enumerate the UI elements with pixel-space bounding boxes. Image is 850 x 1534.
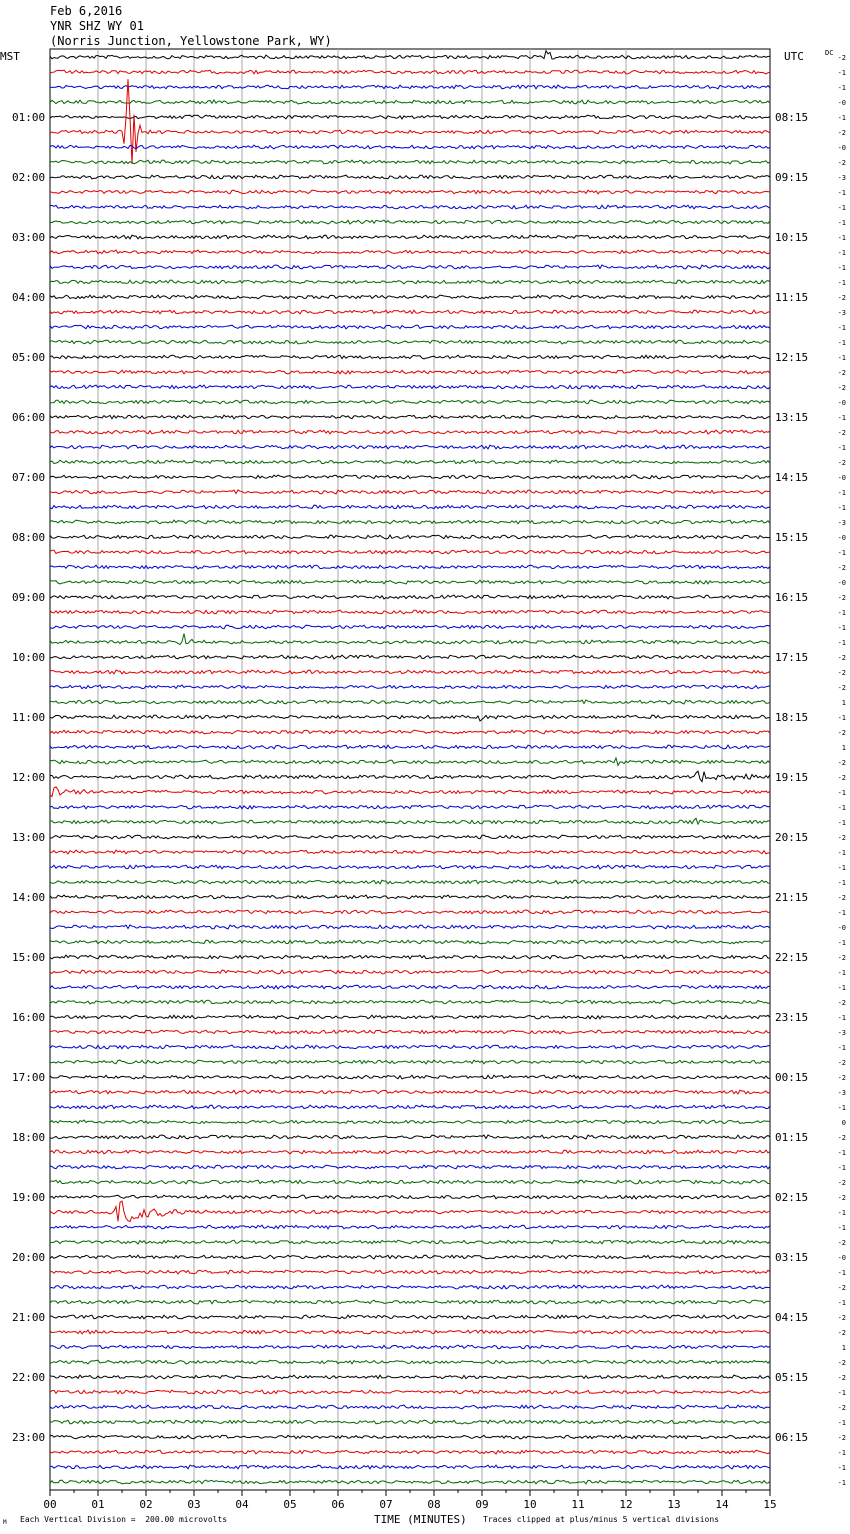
footer-mark: M [3, 1519, 7, 1526]
trace-65 [50, 1030, 770, 1034]
dc-offset-label: -2 [837, 1314, 846, 1322]
trace-18 [50, 325, 770, 329]
trace-92 [50, 1435, 770, 1439]
dc-offset-label: -2 [837, 54, 846, 62]
left-hour-label: 01:00 [12, 111, 46, 124]
dc-offset-label: -3 [837, 1089, 846, 1097]
dc-offset-label: -1 [837, 1104, 846, 1112]
trace-70 [50, 1105, 770, 1109]
left-hour-label: 02:00 [12, 171, 46, 184]
trace-56 [50, 895, 770, 899]
left-hour-label: 06:00 [12, 411, 46, 424]
trace-7 [50, 160, 770, 164]
right-hour-label: 18:15 [775, 711, 809, 724]
trace-66 [50, 1045, 770, 1049]
right-hour-label: 22:15 [775, 951, 809, 964]
trace-51 [50, 818, 770, 824]
header-station: YNR SHZ WY 01 [50, 19, 144, 33]
dc-offset-label: -1 [837, 1389, 846, 1397]
trace-93 [50, 1450, 770, 1454]
dc-offset-label: -1 [837, 414, 846, 422]
trace-40 [50, 655, 770, 659]
dc-offset-label: -1 [837, 984, 846, 992]
trace-64 [50, 1015, 770, 1019]
trace-53 [50, 850, 770, 854]
dc-offset-label: 1 [841, 1344, 846, 1352]
x-tick-label: 11 [571, 1498, 585, 1511]
left-hour-label: 13:00 [12, 831, 46, 844]
dc-offset-label: -2 [837, 1239, 846, 1247]
trace-17 [50, 310, 770, 314]
left-timezone-label: MST [0, 50, 20, 63]
trace-23 [50, 400, 770, 404]
dc-offset-label: -1 [837, 504, 846, 512]
trace-94 [50, 1465, 770, 1469]
dc-offset-label: -1 [837, 249, 846, 257]
dc-offset-label: -1 [837, 1449, 846, 1457]
right-hour-label: 17:15 [775, 651, 809, 664]
trace-25 [50, 430, 770, 434]
trace-58 [50, 925, 770, 929]
dc-offset-label: -3 [837, 309, 846, 317]
dc-offset-label: -2 [837, 1329, 846, 1337]
trace-48 [50, 771, 770, 782]
dc-offset-label: -0 [837, 534, 846, 542]
trace-84 [50, 1315, 770, 1319]
left-hour-label: 20:00 [12, 1251, 46, 1264]
dc-offset-label: -2 [837, 384, 846, 392]
dc-offset-label: -2 [837, 1134, 846, 1142]
trace-9 [50, 190, 770, 194]
x-tick-label: 06 [331, 1498, 345, 1511]
right-hour-label: 06:15 [775, 1431, 809, 1444]
dc-offset-label: -1 [837, 489, 846, 497]
right-hour-label: 13:15 [775, 411, 809, 424]
dc-offset-label: -3 [837, 519, 846, 527]
trace-27 [50, 460, 770, 464]
dc-offset-label: -2 [837, 654, 846, 662]
trace-85 [50, 1330, 770, 1334]
dc-offset-label: -1 [837, 264, 846, 272]
dc-offset-label: -2 [837, 159, 846, 167]
scale-note: Each Vertical Division = 200.00 microvolts [20, 1515, 228, 1524]
dc-offset-label: -0 [837, 924, 846, 932]
trace-41 [50, 670, 770, 674]
dc-offset-label: -1 [837, 1299, 846, 1307]
right-hour-label: 19:15 [775, 771, 809, 784]
dc-offset-label: -1 [837, 1479, 846, 1487]
dc-offset-label: -2 [837, 669, 846, 677]
dc-offset-label: -1 [837, 939, 846, 947]
right-hour-label: 21:15 [775, 891, 809, 904]
trace-77 [50, 1201, 770, 1221]
right-hour-label: 11:15 [775, 291, 809, 304]
dc-offset-label: -2 [837, 1359, 846, 1367]
dc-offset-label: -1 [837, 1464, 846, 1472]
left-hour-label: 04:00 [12, 291, 46, 304]
right-hour-label: 08:15 [775, 111, 809, 124]
right-hour-label: 02:15 [775, 1191, 809, 1204]
dc-offset-label: -2 [837, 1074, 846, 1082]
trace-72 [50, 1135, 770, 1139]
x-tick-label: 10 [523, 1498, 537, 1511]
trace-89 [50, 1390, 770, 1394]
trace-5 [50, 79, 770, 164]
trace-82 [50, 1285, 770, 1289]
trace-69 [50, 1090, 770, 1094]
right-hour-label: 03:15 [775, 1251, 809, 1264]
trace-39 [50, 634, 770, 645]
x-tick-label: 05 [283, 1498, 297, 1511]
trace-67 [50, 1060, 770, 1064]
trace-15 [50, 280, 770, 284]
dc-offset-label: -0 [837, 474, 846, 482]
dc-offset-label: -1 [837, 549, 846, 557]
dc-offset-label: -0 [837, 144, 846, 152]
dc-offset-label: -2 [837, 999, 846, 1007]
trace-3 [50, 100, 770, 104]
dc-offset-label: -1 [837, 354, 846, 362]
left-hour-label: 14:00 [12, 891, 46, 904]
right-timezone-label: UTC [784, 50, 804, 63]
trace-1 [50, 70, 770, 74]
trace-86 [50, 1345, 770, 1349]
right-hour-label: 10:15 [775, 231, 809, 244]
trace-68 [50, 1075, 770, 1079]
dc-offset-label: -2 [837, 294, 846, 302]
dc-offset-label: 1 [841, 744, 846, 752]
plot-frame [50, 49, 770, 1490]
trace-61 [50, 970, 770, 974]
right-hour-label: 00:15 [775, 1071, 809, 1084]
trace-63 [50, 1000, 770, 1004]
trace-12 [50, 235, 770, 239]
left-hour-label: 12:00 [12, 771, 46, 784]
trace-59 [50, 940, 770, 944]
trace-71 [50, 1120, 770, 1124]
dc-offset-label: -0 [837, 579, 846, 587]
trace-95 [50, 1480, 770, 1484]
trace-0 [50, 51, 770, 59]
right-hour-label: 04:15 [775, 1311, 809, 1324]
dc-offset-label: -1 [837, 1209, 846, 1217]
trace-55 [50, 880, 770, 884]
dc-offset-label: -3 [837, 1029, 846, 1037]
dc-offset-label: -1 [837, 189, 846, 197]
trace-78 [50, 1225, 770, 1229]
right-hour-label: 23:15 [775, 1011, 809, 1024]
dc-offset-label: -2 [837, 759, 846, 767]
trace-60 [50, 955, 770, 959]
left-hour-label: 23:00 [12, 1431, 46, 1444]
trace-81 [50, 1270, 770, 1274]
dc-offset-label: -1 [837, 279, 846, 287]
dc-offset-label: -0 [837, 99, 846, 107]
trace-8 [50, 175, 770, 179]
dc-offset-label: -1 [837, 819, 846, 827]
dc-offset-label: -2 [837, 1194, 846, 1202]
trace-21 [50, 370, 770, 374]
trace-50 [50, 805, 770, 809]
x-tick-label: 12 [619, 1498, 633, 1511]
trace-57 [50, 910, 770, 914]
dc-offset-label: -2 [837, 129, 846, 137]
dc-offset-label: -1 [837, 324, 846, 332]
left-hour-label: 22:00 [12, 1371, 46, 1384]
dc-offset-label: -2 [837, 369, 846, 377]
x-tick-label: 00 [43, 1498, 57, 1511]
trace-36 [50, 595, 770, 599]
dc-offset-label: -2 [837, 1374, 846, 1382]
trace-88 [50, 1375, 770, 1379]
left-hour-label: 03:00 [12, 231, 46, 244]
trace-73 [50, 1150, 770, 1154]
dc-offset-label: -1 [837, 804, 846, 812]
dc-offset-label: -1 [837, 609, 846, 617]
dc-offset-label: -2 [837, 1059, 846, 1067]
left-hour-label: 18:00 [12, 1131, 46, 1144]
x-tick-label: 01 [91, 1498, 105, 1511]
dc-offset-label: -0 [837, 1254, 846, 1262]
trace-74 [50, 1165, 770, 1169]
dc-offset-label: -1 [837, 879, 846, 887]
dc-offset-label: -1 [837, 624, 846, 632]
trace-62 [50, 985, 770, 989]
right-hour-label: 16:15 [775, 591, 809, 604]
right-hour-label: 01:15 [775, 1131, 809, 1144]
dc-offset-label: -2 [837, 1179, 846, 1187]
trace-26 [50, 445, 770, 449]
dc-offset-label: -2 [837, 834, 846, 842]
trace-37 [50, 610, 770, 614]
left-hour-label: 19:00 [12, 1191, 46, 1204]
dc-offset-label: -1 [837, 339, 846, 347]
x-tick-label: 14 [715, 1498, 729, 1511]
dc-offset-label: 0 [841, 1119, 846, 1127]
x-tick-label: 13 [667, 1498, 681, 1511]
dc-offset-label: -2 [837, 1284, 846, 1292]
right-hour-label: 09:15 [775, 171, 809, 184]
left-hour-label: 08:00 [12, 531, 46, 544]
right-hour-label: 20:15 [775, 831, 809, 844]
trace-35 [50, 580, 770, 584]
trace-75 [50, 1180, 770, 1184]
dc-offset-label: -2 [837, 954, 846, 962]
trace-16 [50, 295, 770, 299]
x-tick-label: 08 [427, 1498, 441, 1511]
dc-offset-label: -2 [837, 684, 846, 692]
dc-offset-label: -2 [837, 774, 846, 782]
left-hour-label: 21:00 [12, 1311, 46, 1324]
trace-44 [50, 715, 770, 721]
dc-offset-label: -1 [837, 444, 846, 452]
trace-6 [50, 145, 770, 149]
right-hour-label: 15:15 [775, 531, 809, 544]
trace-31 [50, 520, 770, 524]
trace-10 [50, 205, 770, 209]
dc-offset-label: -1 [837, 114, 846, 122]
trace-32 [50, 535, 770, 539]
trace-49 [50, 787, 770, 797]
left-hour-label: 07:00 [12, 471, 46, 484]
right-hour-label: 12:15 [775, 351, 809, 364]
trace-22 [50, 385, 770, 389]
dc-offset-label: -0 [837, 399, 846, 407]
x-tick-label: 02 [139, 1498, 153, 1511]
trace-4 [50, 115, 770, 119]
dc-offset-label: -2 [837, 564, 846, 572]
trace-87 [50, 1360, 770, 1364]
trace-13 [50, 250, 770, 254]
left-hour-label: 17:00 [12, 1071, 46, 1084]
left-hour-label: 11:00 [12, 711, 46, 724]
trace-80 [50, 1255, 770, 1259]
dc-offset-label: -1 [837, 1164, 846, 1172]
dc-offset-label: -1 [837, 1224, 846, 1232]
trace-42 [50, 685, 770, 689]
trace-43 [50, 700, 770, 704]
x-tick-label: 04 [235, 1498, 249, 1511]
dc-offset-label: -1 [837, 1149, 846, 1157]
clip-note: Traces clipped at plus/minus 5 vertical divisions [483, 1515, 720, 1524]
trace-20 [50, 355, 770, 359]
dc-offset-label: -1 [837, 1419, 846, 1427]
trace-33 [50, 550, 770, 554]
x-tick-label: 03 [187, 1498, 201, 1511]
dc-offset-label: -3 [837, 174, 846, 182]
dc-offset-label: -2 [837, 429, 846, 437]
dc-offset-label: -1 [837, 714, 846, 722]
trace-30 [50, 505, 770, 509]
dc-offset-label: -1 [837, 1044, 846, 1052]
header-date: Feb 6,2016 [50, 4, 123, 18]
trace-45 [50, 730, 770, 734]
x-tick-label: 07 [379, 1498, 393, 1511]
dc-offset-label: -1 [837, 1014, 846, 1022]
x-tick-label: 09 [475, 1498, 489, 1511]
trace-46 [50, 745, 770, 749]
trace-54 [50, 865, 770, 869]
dc-offset-label: -1 [837, 639, 846, 647]
dc-offset-label: -1 [837, 789, 846, 797]
dc-offset-label: -1 [837, 219, 846, 227]
left-hour-label: 15:00 [12, 951, 46, 964]
right-hour-label: 14:15 [775, 471, 809, 484]
trace-90 [50, 1405, 770, 1409]
dc-offset-label: -2 [837, 594, 846, 602]
right-hour-label: 05:15 [775, 1371, 809, 1384]
dc-label: DC [825, 49, 834, 57]
trace-24 [50, 415, 770, 419]
dc-offset-label: -1 [837, 909, 846, 917]
dc-offset-label: -2 [837, 1404, 846, 1412]
dc-offset-label: -2 [837, 459, 846, 467]
dc-offset-label: -1 [837, 864, 846, 872]
trace-52 [50, 835, 770, 839]
dc-offset-label: -2 [837, 1434, 846, 1442]
dc-offset-label: -1 [837, 234, 846, 242]
x-tick-label: 15 [763, 1498, 777, 1511]
trace-19 [50, 340, 770, 344]
trace-29 [50, 490, 770, 494]
dc-offset-label: -2 [837, 729, 846, 737]
trace-38 [50, 625, 770, 629]
trace-83 [50, 1300, 770, 1304]
dc-offset-label: -1 [837, 84, 846, 92]
trace-34 [50, 565, 770, 569]
dc-offset-label: -2 [837, 894, 846, 902]
dc-offset-label: -1 [837, 204, 846, 212]
trace-76 [50, 1195, 770, 1199]
left-hour-label: 05:00 [12, 351, 46, 364]
left-hour-label: 10:00 [12, 651, 46, 664]
trace-2 [50, 85, 770, 89]
trace-28 [50, 475, 770, 479]
dc-offset-label: 1 [841, 699, 846, 707]
header-location: (Norris Junction, Yellowstone Park, WY) [50, 34, 332, 48]
trace-47 [50, 758, 770, 766]
trace-79 [50, 1240, 770, 1244]
dc-offset-label: -1 [837, 1269, 846, 1277]
dc-offset-label: -1 [837, 849, 846, 857]
trace-91 [50, 1420, 770, 1424]
dc-offset-label: -1 [837, 969, 846, 977]
dc-offset-label: -1 [837, 69, 846, 77]
left-hour-label: 16:00 [12, 1011, 46, 1024]
left-hour-label: 09:00 [12, 591, 46, 604]
x-axis-title: TIME (MINUTES) [374, 1513, 467, 1526]
trace-11 [50, 220, 770, 224]
trace-14 [50, 265, 770, 269]
